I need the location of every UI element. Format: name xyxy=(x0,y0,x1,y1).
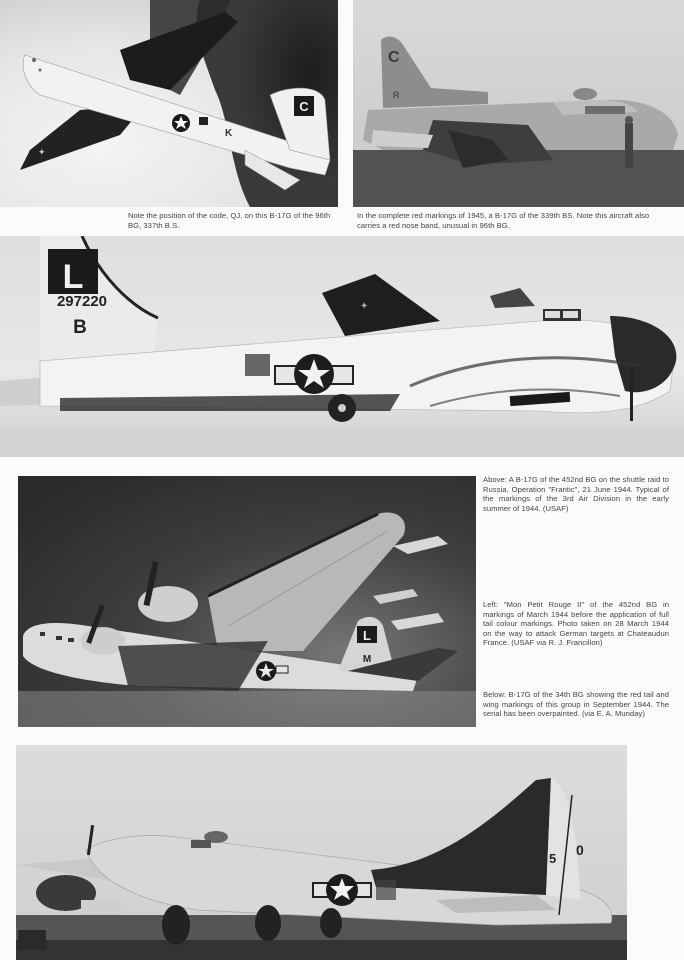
b17-side-flight-illustration xyxy=(0,236,684,457)
photo-mon-petit-rouge-ii xyxy=(18,476,476,727)
tail-code-l: L xyxy=(62,258,84,296)
photo-b17g-452nd-bg-frantic xyxy=(0,236,684,457)
caption-452nd-bg-frantic: Above: A B-17G of the 452nd BG on the shuttle raid to Russia, Operation "Frantic", 21 June 1944. Typical of the markings of the 3rd Air Division in the early summer of 1944. (USAF) xyxy=(483,475,669,513)
tail-number-5: 5 xyxy=(549,851,557,866)
tail-letter-m: M xyxy=(362,654,372,665)
tail-serial: 297220 xyxy=(56,293,108,310)
svg-text:R: R xyxy=(393,90,400,100)
caption-34th-bg-september-1944: Below: B-17G of the 34th BG showing the red tail and wing markings of this group in September 1944. The serial has been overpainted. (via E. A. Munday) xyxy=(483,690,669,719)
photo-b17g-339th-bs-damaged xyxy=(353,0,684,207)
svg-text:✦: ✦ xyxy=(360,301,369,312)
svg-text:K: K xyxy=(225,128,233,139)
svg-text:✦: ✦ xyxy=(38,147,46,157)
b17-ground-damaged-illustration xyxy=(353,0,684,207)
tail-letter-b: B xyxy=(73,317,87,338)
tail-code-c: C xyxy=(299,99,309,114)
caption-96th-bg-337th-bs: Note the position of the code, QJ, on this B-17G of the 96th BG, 337th B.S. xyxy=(128,211,331,230)
photo-b17g-96th-bg-above xyxy=(0,0,338,207)
photo-b17g-34th-bg-ground xyxy=(16,745,627,960)
tail-code-c: C xyxy=(388,49,400,66)
b17-ground-side-illustration xyxy=(16,745,627,960)
b17-formation-illustration xyxy=(18,476,476,727)
caption-mon-petit-rouge-ii: Left: "Mon Petit Rouge II" of the 452nd BG in markings of March 1944 before the application of full tail colour markings. Photo taken on 28 March 1944 on the way to attack German targets at Chateaudun France. (USAF via R. J. Francillon) xyxy=(483,600,669,648)
tail-code-l: L xyxy=(363,628,371,643)
tail-number-0: 0 xyxy=(576,842,584,858)
caption-339th-bs-red-markings: In the complete red markings of 1945, a B-17G of the 339th BS. Note this aircraft also carries a red nose band, unusual in 96th BG. xyxy=(357,211,650,230)
b17-top-view-illustration xyxy=(0,0,338,207)
